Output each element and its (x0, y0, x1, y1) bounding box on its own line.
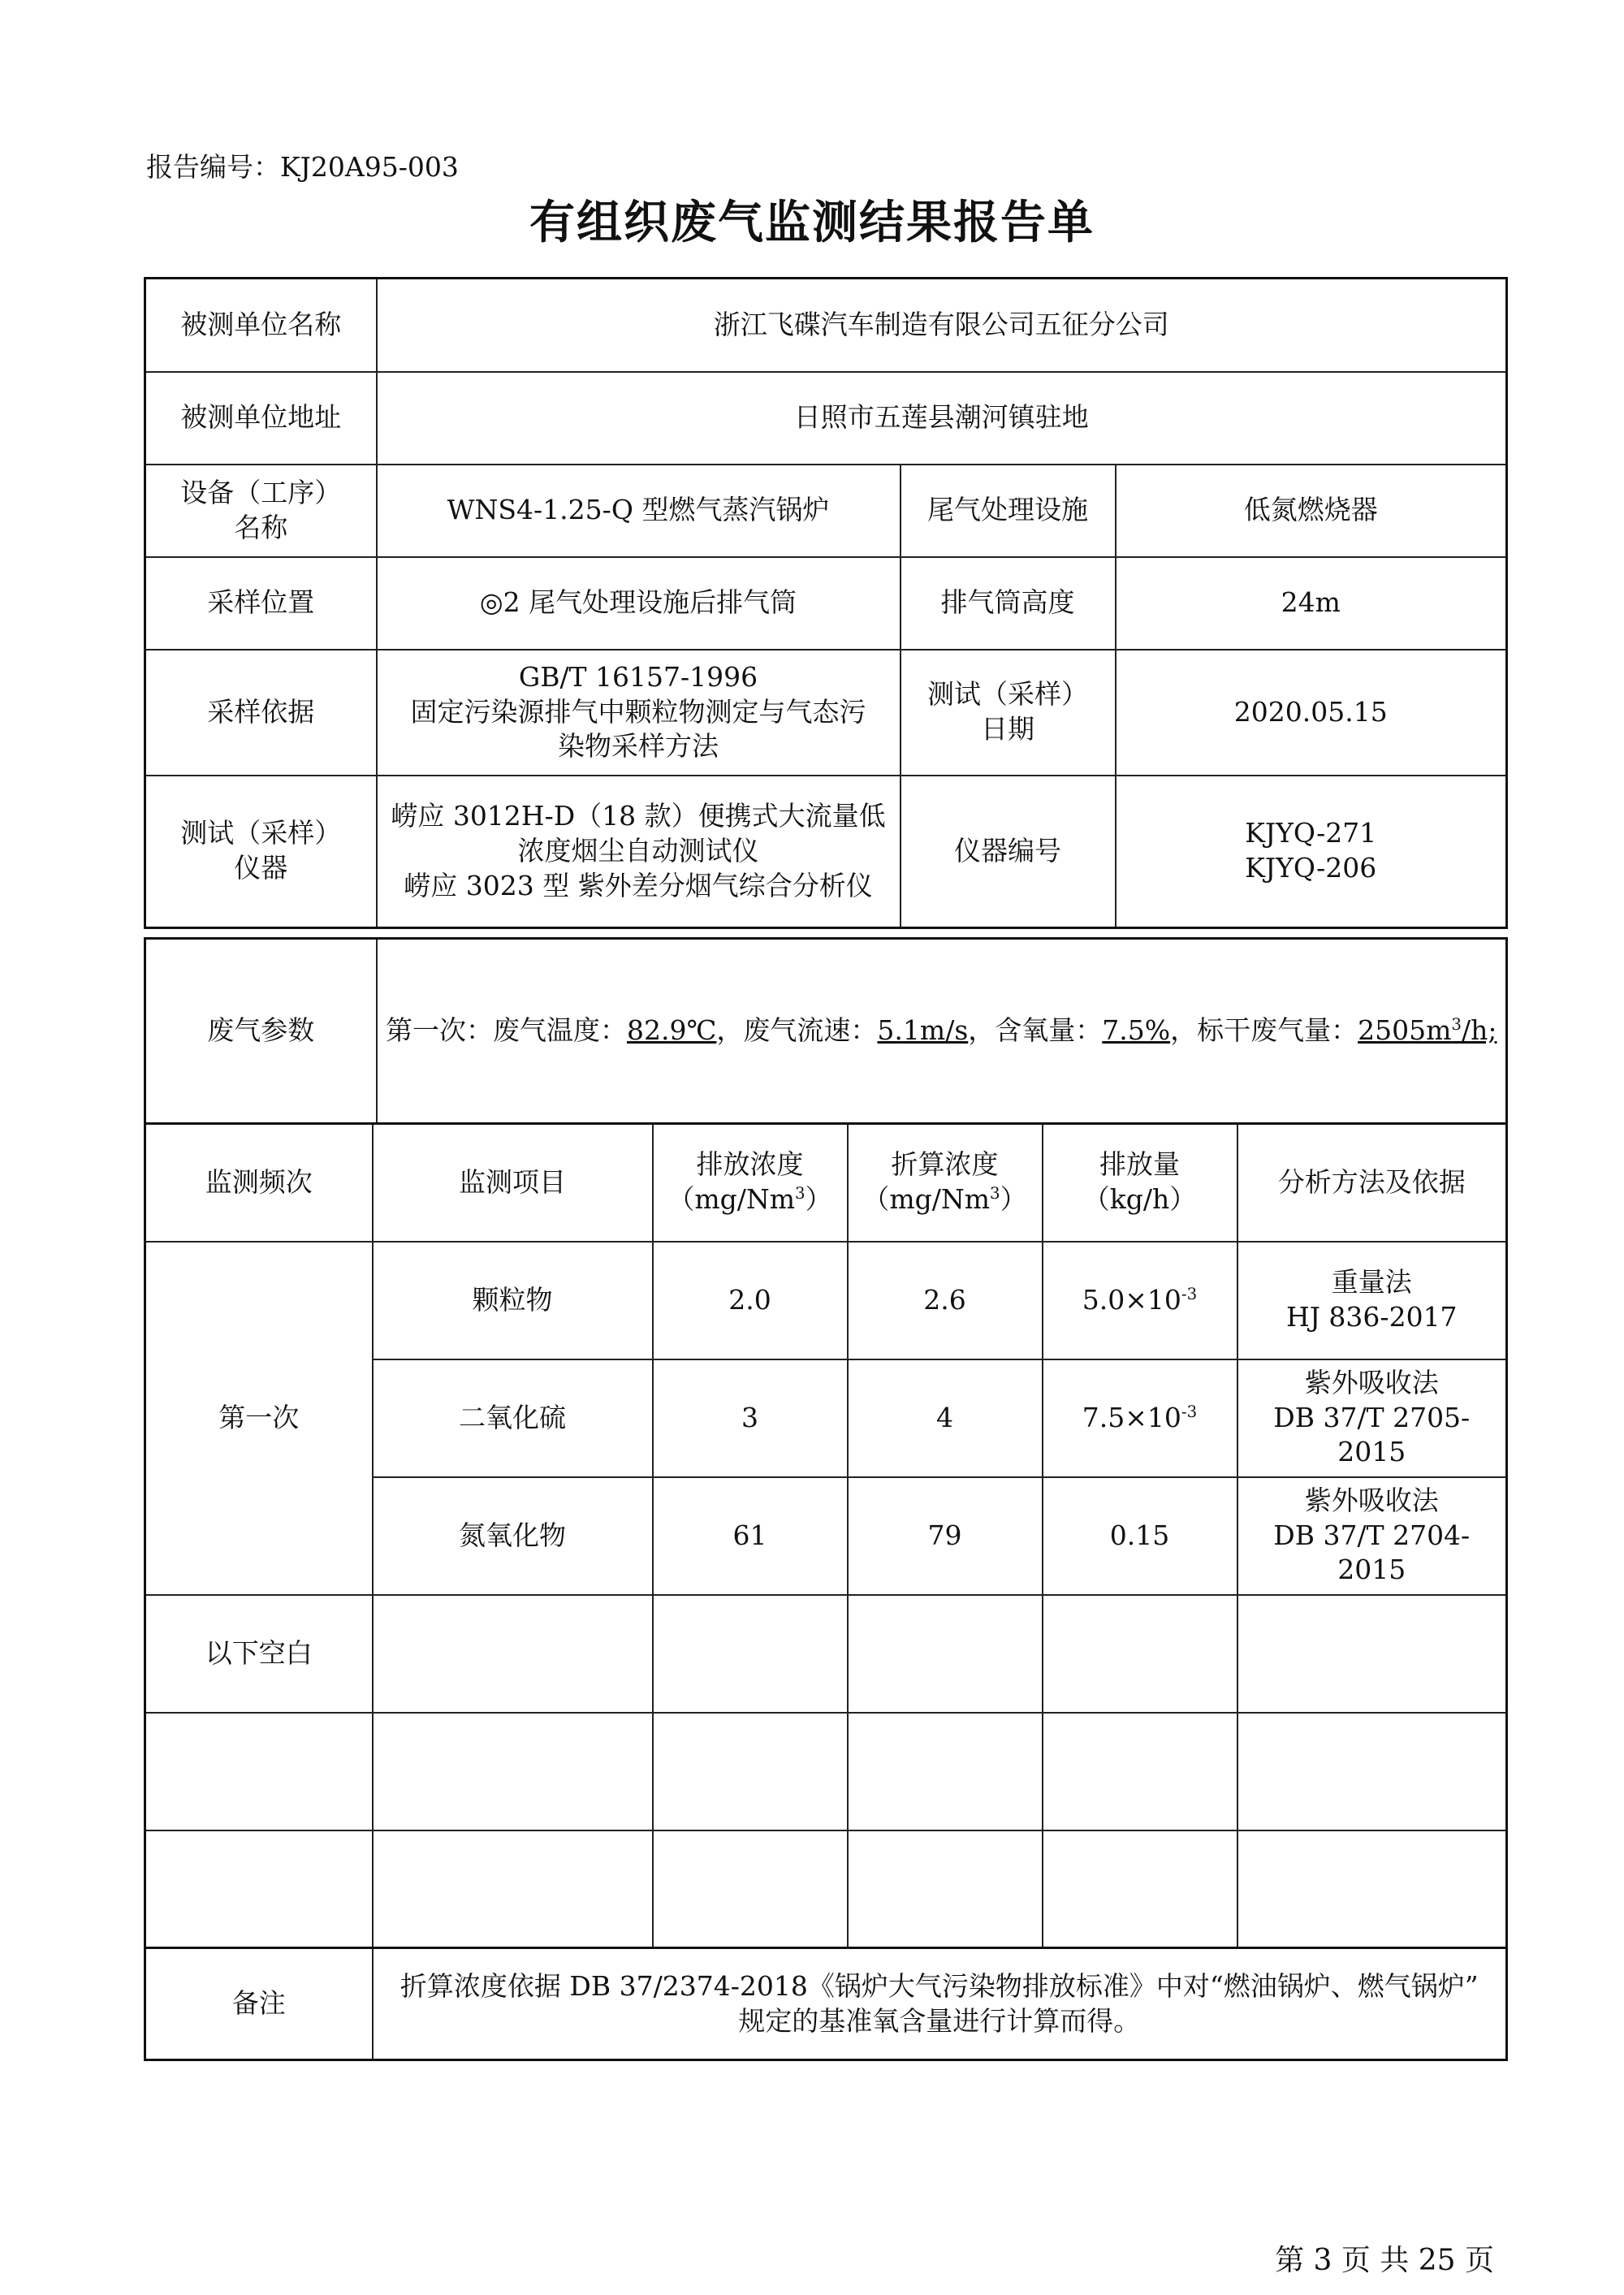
blank-cell (373, 1713, 653, 1830)
instrument-line3: 崂应 3023 型 紫外差分烟气综合分析仪 (404, 869, 873, 901)
header-emission-unit: （mg/Nm (667, 1183, 796, 1216)
sampling-basis-line1: GB/T 16157-1996 (518, 660, 758, 693)
header-emission-concentration-line2 (659, 1182, 842, 1217)
header-converted-concentration-line2 (853, 1182, 1037, 1217)
results-table (144, 1122, 1508, 1949)
header-converted-concentration (848, 1124, 1043, 1242)
gas-flow-number: 2505m (1358, 1014, 1452, 1047)
header-item: 监测项目 (373, 1124, 653, 1242)
unit-name-label: 被测单位名称 (145, 279, 377, 372)
header-converted-unit: （mg/Nm (862, 1183, 991, 1216)
gas-sep-1: ，废气流速： (716, 1014, 878, 1047)
test-date-label (901, 650, 1116, 776)
instrument-label-line2: 仪器 (234, 852, 288, 884)
blank-cell (1237, 1595, 1507, 1713)
equipment-label-line2: 名称 (234, 511, 288, 543)
analysis-method-standard: DB 37/T 2704-2015 (1273, 1519, 1471, 1586)
converted-concentration: 2.6 (848, 1242, 1043, 1359)
converted-concentration: 79 (848, 1477, 1043, 1595)
header-converted-unit-sup: 3 (990, 1184, 1000, 1204)
analysis-method-name: 紫外吸收法 (1304, 1484, 1439, 1516)
gas-parameters-value (377, 939, 1507, 1124)
item-name: 颗粒物 (373, 1242, 653, 1359)
emission-concentration: 2.0 (653, 1242, 848, 1359)
blank-cell (373, 1595, 653, 1713)
header-frequency: 监测频次 (145, 1124, 373, 1242)
remarks-line2: 规定的基准氧含量进行计算而得。 (738, 2004, 1141, 2037)
gas-temperature: 82.9℃ (627, 1014, 717, 1047)
instrument-number-value (1116, 776, 1507, 928)
gas-parameters-table (144, 937, 1508, 1125)
sampling-basis-label: 采样依据 (145, 650, 377, 776)
instrument-label-line1: 测试（采样） (180, 817, 342, 849)
table-row (145, 465, 1507, 557)
gas-flow-sup: 3 (1451, 1015, 1462, 1035)
blank-cell (1043, 1830, 1237, 1948)
stack-height-label: 排气筒高度 (901, 557, 1116, 650)
remarks-label: 备注 (145, 1948, 373, 2060)
report-number (146, 146, 459, 184)
table-row (145, 939, 1507, 1124)
gas-parameters-label: 废气参数 (145, 939, 377, 1124)
item-name: 氮氧化物 (373, 1477, 653, 1595)
gas-speed: 5.1m/s (877, 1014, 969, 1047)
gas-sep-3: ，标干废气量： (1170, 1014, 1358, 1047)
blank-cell (653, 1830, 848, 1948)
emission-rate (1043, 1242, 1237, 1359)
analysis-method-standard: DB 37/T 2705-2015 (1273, 1401, 1471, 1468)
table-row (145, 1830, 1507, 1948)
equipment-name-value: WNS4-1.25-Q 型燃气蒸汽锅炉 (377, 465, 901, 557)
instrument-label (145, 776, 377, 928)
table-row (145, 1713, 1507, 1830)
instrument-value (377, 776, 901, 928)
table-row (145, 557, 1507, 650)
unit-address-value: 日照市五莲县潮河镇驻地 (377, 372, 1507, 465)
analysis-method (1237, 1477, 1507, 1595)
equipment-label-line1: 设备（工序） (180, 476, 342, 508)
table-row (145, 650, 1507, 776)
header-emission-rate (1043, 1124, 1237, 1242)
blank-cell (145, 1830, 373, 1948)
blank-cell (848, 1595, 1043, 1713)
remarks-value (373, 1948, 1507, 2060)
item-name: 二氧化硫 (373, 1359, 653, 1477)
header-emission-concentration-line1: 排放浓度 (696, 1148, 804, 1181)
header-method: 分析方法及依据 (1237, 1124, 1507, 1242)
emission-concentration: 3 (653, 1359, 848, 1477)
emission-rate-base: 5.0×10 (1082, 1283, 1181, 1316)
blank-cell (1237, 1713, 1507, 1830)
results-header-row (145, 1124, 1507, 1242)
emission-rate (1043, 1477, 1237, 1595)
stack-height-value: 24m (1116, 557, 1507, 650)
report-number-value: KJ20A95-003 (280, 151, 459, 183)
blank-cell (373, 1830, 653, 1948)
analysis-method-name: 紫外吸收法 (1304, 1366, 1439, 1398)
analysis-method-standard: HJ 836-2017 (1285, 1301, 1458, 1333)
sampling-position-label: 采样位置 (145, 557, 377, 650)
test-date-label-line2: 日期 (981, 713, 1034, 745)
header-converted-concentration-line1: 折算浓度 (891, 1148, 999, 1181)
blank-cell (848, 1713, 1043, 1830)
emission-rate-exponent: -3 (1181, 1402, 1198, 1421)
blank-cell (653, 1595, 848, 1713)
header-converted-unit-close: ） (1000, 1183, 1027, 1216)
blank-cell (1237, 1830, 1507, 1948)
analysis-method-name: 重量法 (1331, 1266, 1412, 1299)
header-emission-rate-line2: （kg/h） (1082, 1183, 1197, 1216)
blank-below-label: 以下空白 (145, 1595, 373, 1713)
page-number: 第 3 页 共 25 页 (1275, 2244, 1494, 2277)
sampling-position-value: ◎2 尾气处理设施后排气筒 (377, 557, 901, 650)
analysis-method (1237, 1359, 1507, 1477)
gas-sep-2: ，含氧量： (968, 1014, 1103, 1047)
sampling-basis-line2: 固定污染源排气中颗粒物测定与气态污 (410, 695, 866, 728)
emission-rate-exponent: -3 (1181, 1284, 1198, 1303)
table-row (145, 776, 1507, 928)
instrument-number-label: 仪器编号 (901, 776, 1116, 928)
instrument-line2: 浓度烟尘自动测试仪 (517, 834, 759, 867)
blank-cell (1043, 1713, 1237, 1830)
converted-concentration: 4 (848, 1359, 1043, 1477)
test-date-value: 2020.05.15 (1116, 650, 1507, 776)
test-date-label-line1: 测试（采样） (927, 678, 1088, 711)
page-title: 有组织废气监测结果报告单 (529, 197, 1095, 249)
header-emission-unit-close: ） (805, 1183, 832, 1216)
gas-oxygen: 7.5% (1102, 1014, 1171, 1047)
unit-address-label: 被测单位地址 (145, 372, 377, 465)
treatment-value: 低氮燃烧器 (1116, 465, 1507, 557)
instrument-line1: 崂应 3012H-D（18 款）便携式大流量低 (391, 799, 886, 832)
instrument-number-2: KJYQ-206 (1245, 852, 1377, 884)
table-row (145, 1595, 1507, 1713)
header-emission-rate-line1: 排放量 (1099, 1148, 1180, 1181)
header-emission-unit-sup: 3 (795, 1184, 806, 1204)
blank-cell (145, 1713, 373, 1830)
emission-concentration: 61 (653, 1477, 848, 1595)
gas-prefix: 第一次：废气温度： (386, 1014, 628, 1047)
table-row (145, 1242, 1507, 1359)
info-table (144, 277, 1508, 929)
remarks-line1: 折算浓度依据 DB 37/2374-2018《锅炉大气污染物排放标准》中对“燃油锅炉、燃气锅炉” (400, 1969, 1479, 2002)
unit-name-value: 浙江飞碟汽车制造有限公司五征分公司 (377, 279, 1507, 372)
treatment-label: 尾气处理设施 (901, 465, 1116, 557)
blank-cell (1043, 1595, 1237, 1713)
sampling-basis-line3: 染物采样方法 (558, 730, 719, 763)
gas-flow-unit: /h; (1461, 1014, 1497, 1047)
blank-cell (653, 1713, 848, 1830)
table-row (145, 1948, 1507, 2060)
blank-cell (848, 1830, 1043, 1948)
analysis-method (1237, 1242, 1507, 1359)
header-emission-concentration (653, 1124, 848, 1242)
report-number-label: 报告编号： (146, 151, 280, 183)
table-row (145, 279, 1507, 372)
gas-flow (1358, 1014, 1497, 1046)
remarks-table (144, 1947, 1508, 2061)
frequency-first: 第一次 (145, 1242, 373, 1595)
emission-rate (1043, 1359, 1237, 1477)
sampling-basis-value (377, 650, 901, 776)
emission-rate-base: 7.5×10 (1082, 1401, 1181, 1433)
emission-rate-base: 0.15 (1109, 1519, 1170, 1551)
table-row (145, 372, 1507, 465)
instrument-number-1: KJYQ-271 (1245, 817, 1377, 849)
equipment-label (145, 465, 377, 557)
